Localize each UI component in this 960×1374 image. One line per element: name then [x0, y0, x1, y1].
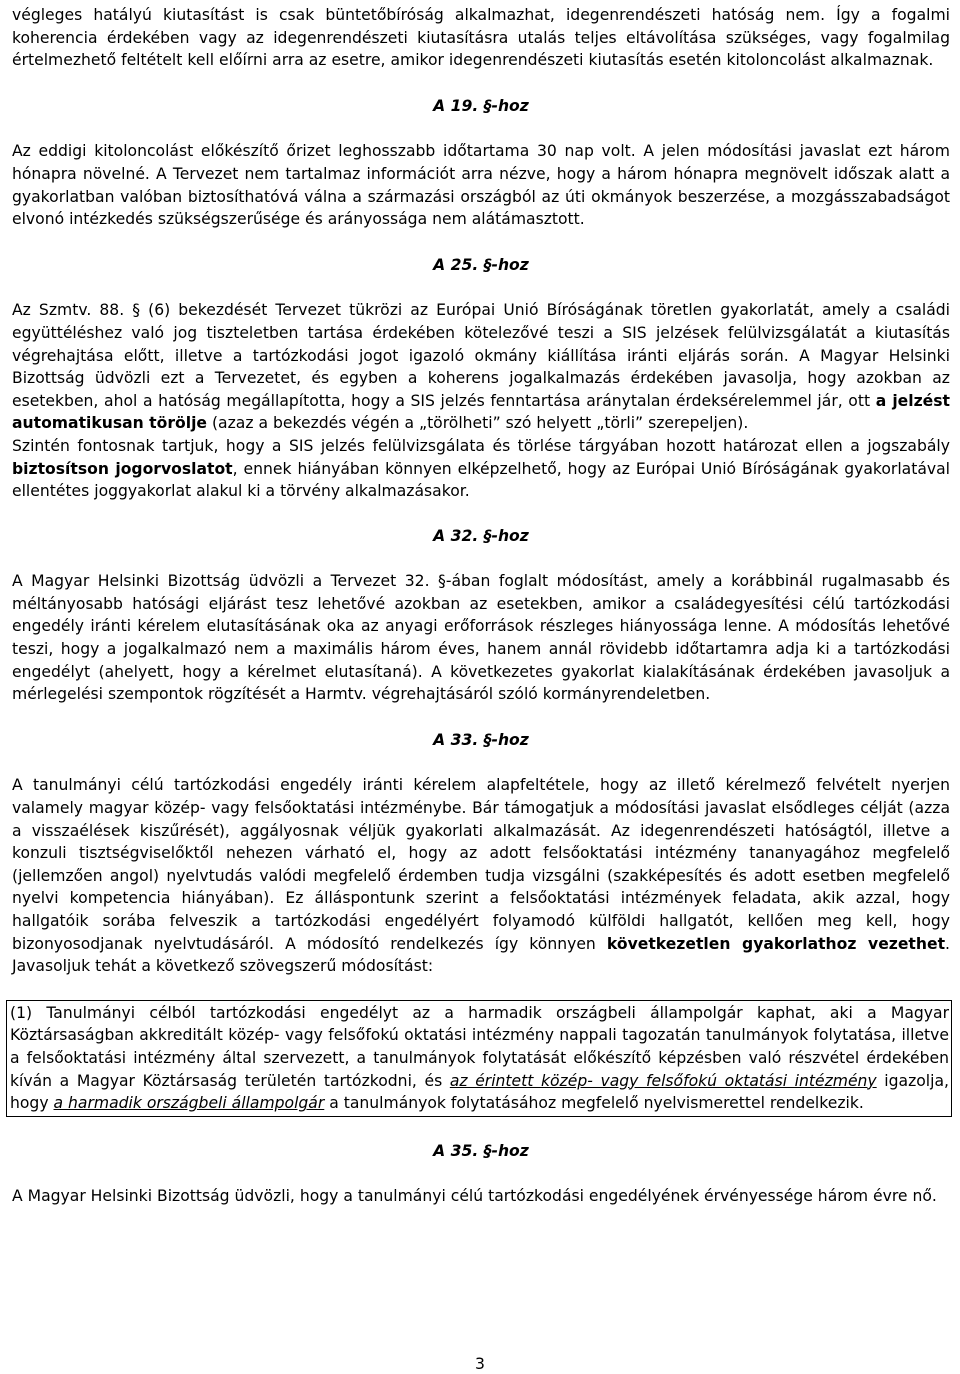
- section-25-paragraph-2: [12, 435, 950, 503]
- proposed-amendment-text: [10, 1001, 949, 1116]
- section-heading-33: A 33. §-hoz: [433, 730, 529, 749]
- section-33-paragraph: [12, 774, 950, 977]
- text-run: , ennek hiányában könnyen elképzelhető, hogy az Európai Unió Bíróságának gyakorlatával ellentétes joggyakorlat alakul ki a törvény alkalmazásakor.: [12, 459, 950, 501]
- underlined-text-run: az érintett közép- vagy felsőfokú oktatási intézmény: [449, 1071, 877, 1090]
- page-number: 3: [475, 1355, 485, 1373]
- text-run: igazolja, hogy: [10, 1071, 949, 1113]
- text-run: A tanulmányi célú tartózkodási engedély iránti kérelem alapfeltétele, hogy az illető kérelmező felvételt nyerjen valamely magyar közép- vagy felsőoktatási intézménybe. Bár támogatjuk a módosítási javaslat elsődleges célját (azza a visszaélések kiszűrését), aggályosnak véljük gyakorlati alkalmazását. Az idegenrendészeti hatóságtól, illetve a konzuli tisztségviselőktől nehezen várható el, hogy az adott felsőoktatási intézmény tananyagához megfelelő (jellemzően angol) nyelvtudás valódi megfelelő érdemben tudja vizsgálni (szakképesítés és adott esetben megfelelő nyelvi kompetencia hiányában). Ez álláspontunk szerint a felsőoktatási intézmények feladata, akik azzal, hogy hallgatóik sorába felveszik a tartózkodási engedélyért folyamodó külföldi hallgatót, kellően meg kell, hogy bizonyosodjanak nyelvtudásáról. A módosító rendelkezés így könnyen: [12, 776, 950, 953]
- section-heading-25: A 25. §-hoz: [433, 255, 529, 274]
- intro-paragraph: végleges hatályú kiutasítást is csak büntetőbíróság alkalmazhat, idegenrendészeti hatóság nem. Így a fogalmi koherencia érdekében vagy az idegenrendészeti kiutasításra utalás teljes eltávolítása szükséges, vagy fogalmilag értelmezhető feltételt kell előírni arra az esetre, amikor idegenrendészeti kiutasítás esetén kitoloncolást alkalmaznak.: [12, 6, 950, 70]
- section-35-paragraph: A Magyar Helsinki Bizottság üdvözli, hogy a tanulmányi célú tartózkodási engedélyének érvényessége három évre nő.: [12, 1187, 937, 1206]
- section-heading-19: A 19. §-hoz: [433, 96, 529, 115]
- bold-text-run: a jelzést automatikusan törölje: [12, 391, 950, 433]
- section-32-paragraph: A Magyar Helsinki Bizottság üdvözli a Tervezet 32. §-ában foglalt módosítást, amely a korábbinál rugalmasabb és méltányosabb hatósági eljárást tesz lehetővé azokban az esetekben, amikor a családegyesítési célú tartózkodási engedély iránti kérelem elutasításának oka az anyagi erőforrások részleges hiányossága lenne. A módosítás lehetővé teszi, hogy a jogalkalmazó nem a maximális három éves, hanem annál rövidebb időtartamra adja ki a tartózkodási engedélyt (ahelyett, hogy a kérelmet elutasítaná). A következetes gyakorlat kialakításának érdekében javasoljuk a mérlegelési szempontok rögzítését a Harmtv. végrehajtásáról szóló kormányrendeletben.: [12, 572, 950, 704]
- section-25-paragraph-1: [12, 299, 950, 435]
- proposed-amendment-box: [6, 1000, 952, 1117]
- underlined-text-run: a harmadik országbeli állampolgár: [53, 1094, 325, 1113]
- document-page: [12, 4, 950, 1208]
- text-run: (1) Tanulmányi célból tartózkodási engedélyt az a harmadik országbeli állampolgár kaphat, aki a Magyar Köztársaságban akkreditált közép- vagy felsőfokú oktatási intézmény nappali tagozatán tanulmányok folytatása, illetve a felsőoktatási intézmény által szervezett, a tanulmányok folytatását előkészítő képzésben való részvétel érdekében kíván a Magyar Köztársaság területén tartózkodni, és: [10, 1003, 949, 1090]
- section-heading-32: A 32. §-hoz: [433, 526, 529, 545]
- section-heading-35: A 35. §-hoz: [433, 1141, 529, 1160]
- text-run: Az Szmtv. 88. § (6) bekezdését Tervezet tükrözi az Európai Unió Bíróságának töretlen gyakorlatát, amely a családi együttéléshez való jog tiszteletben tartása érdekében kötelezővé teszi a SIS jelzések felülvizsgálatát a kiutasítás végrehajtása előtt, illetve a tartózkodási jogot igazoló okmány kiállítása iránti eljárás során. A Magyar Helsinki Bizottság üdvözli ezt a Tervezetet, és egyben a koherens jogalkalmazás érdekében javasolja, hogy azokban az esetekben, ahol a hatóság megállapította, hogy a SIS jelzés fenntartása aránytalan érdeksérelemmel jár, ott: [12, 301, 950, 410]
- text-run: (azaz a bekezdés végén a „törölheti” szó helyett „törli” szerepeljen).: [207, 414, 749, 433]
- text-run: . Javasoljuk tehát a következő szövegszerű módosítást:: [12, 934, 950, 976]
- text-run: Szintén fontosnak tartjuk, hogy a SIS jelzés felülvizsgálata és törlése tárgyában hozott határozat ellen a jogszabály: [12, 436, 950, 455]
- text-run: a tanulmányok folytatásához megfelelő nyelvismerettel rendelkezik.: [324, 1094, 864, 1113]
- bold-text-run: következetlen gyakorlathoz vezethet: [606, 934, 946, 953]
- section-19-paragraph: Az eddigi kitoloncolást előkészítő őrizet leghosszabb időtartama 30 nap volt. A jelen módosítási javaslat ezt három hónapra növelné. A Tervezet nem tartalmaz információt arra nézve, hogy a három hónapra megnövelt időszak alatt a gyakorlatban valóban biztosíthatóvá válna a származási országból az úti okmányok beszerzése, a mozgásszabadságot elvonó intézkedés szükségszerűsége és arányossága nem alátámasztott.: [12, 142, 950, 229]
- bold-text-run: biztosítson jogorvoslatot: [12, 459, 233, 478]
